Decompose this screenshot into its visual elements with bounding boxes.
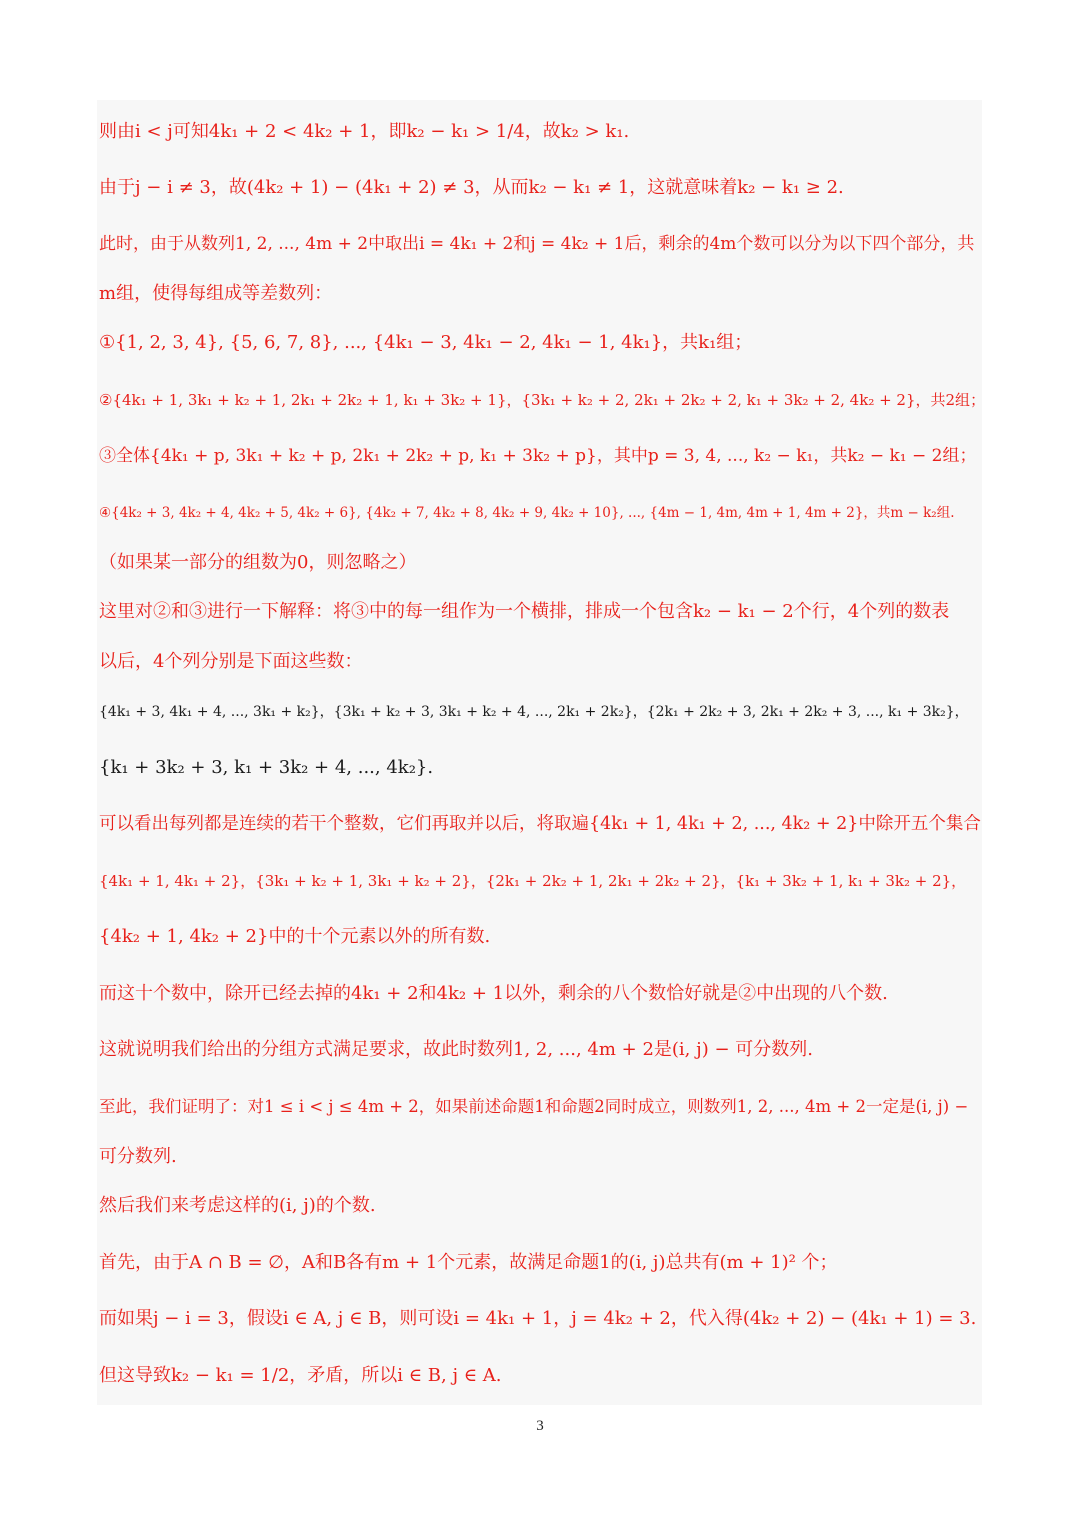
text-line-22: 首先，由于A ∩ B = ∅，A和B各有m + 1个元素，故满足命题1的(i, j)总共有(m + 1)² 个； [99,1252,838,1273]
text-line-12: {4k₁ + 3, 4k₁ + 4, ..., 3k₁ + k₂}，{3k₁ + k₂ + 3, 3k₁ + k₂ + 4, ..., 2k₁ + 2k₂}，{2k₁ + 2k₂ + 3, 2k₁ + 2k₂ + 3, ..., k₁ + 3k₂}， [99,704,969,720]
page-number: 3 [536,1418,544,1434]
text-line-20: 可分数列. [99,1146,177,1167]
text-line-6: ②{4k₁ + 1, 3k₁ + k₂ + 1, 2k₁ + 2k₂ + 1, k₁ + 3k₂ + 1}，{3k₁ + k₂ + 2, 2k₁ + 2k₂ + 2, k₁ + 3k₂ + 2, 4k₂ + 2}，共2组； [99,391,985,409]
text-line-17: 而这十个数中，除开已经去掉的4k₁ + 2和4k₂ + 1以外，剩余的八个数恰好就是②中出现的八个数. [99,983,888,1004]
text-line-3: 此时，由于从数列1, 2, ..., 4m + 2中取出i = 4k₁ + 2和j = 4k₂ + 1后，剩余的4m个数可以分为以下四个部分，共 [99,234,975,254]
text-line-14: 可以看出每列都是连续的若干个整数，它们再取并以后，将取遍{4k₁ + 1, 4k₁ + 2, ..., 4k₂ + 2}中除开五个集合 [99,814,981,834]
text-line-9: （如果某一部分的组数为0，则忽略之） [99,552,417,573]
text-line-2: 由于j − i ≠ 3，故(4k₂ + 1) − (4k₁ + 2) ≠ 3，从而k₂ − k₁ ≠ 1，这就意味着k₂ − k₁ ≥ 2. [99,177,844,198]
text-line-13: {k₁ + 3k₂ + 3, k₁ + 3k₂ + 4, ..., 4k₂}. [99,757,434,778]
text-line-15: {4k₁ + 1, 4k₁ + 2}，{3k₁ + k₂ + 1, 3k₁ + k₂ + 2}，{2k₁ + 2k₂ + 1, 2k₁ + 2k₂ + 2}，{k₁ + 3k₂ + 1, k₁ + 3k₂ + 2}， [99,872,967,890]
text-line-11: 以后，4个列分别是下面这些数： [99,651,363,672]
text-line-4: m组，使得每组成等差数列： [99,283,333,304]
text-line-23: 而如果j − i = 3，假设i ∈ A, j ∈ B，则可设i = 4k₁ + 1，j = 4k₂ + 2，代入得(4k₂ + 2) − (4k₁ + 1) = 3. [99,1308,977,1329]
text-line-21: 然后我们来考虑这样的(i, j)的个数. [99,1195,376,1216]
text-line-5: ①{1, 2, 3, 4}, {5, 6, 7, 8}, ..., {4k₁ − 3, 4k₁ − 2, 4k₁ − 1, 4k₁}，共k₁组； [99,332,753,353]
text-line-7: ③全体{4k₁ + p, 3k₁ + k₂ + p, 2k₁ + 2k₂ + p, k₁ + 3k₂ + p}，其中p = 3, 4, ..., k₂ − k₁，共k₂ − k₁ − 2组； [99,446,977,466]
text-line-16: {4k₂ + 1, 4k₂ + 2}中的十个元素以外的所有数. [99,926,491,947]
text-line-1: 则由i < j可知4k₁ + 2 < 4k₂ + 1，即k₂ − k₁ > 1/4，故k₂ > k₁. [99,121,630,142]
text-line-10: 这里对②和③进行一下解释：将③中的每一组作为一个横排，排成一个包含k₂ − k₁ − 2个行，4个列的数表 [99,601,950,622]
text-line-8: ④{4k₂ + 3, 4k₂ + 4, 4k₂ + 5, 4k₂ + 6}, {4k₂ + 7, 4k₂ + 8, 4k₂ + 9, 4k₂ + 10}, ..., {4m − 1, 4m, 4m + 1, 4m + 2}，共m − k₂组. [99,505,955,521]
text-line-24: 但这导致k₂ − k₁ = 1/2，矛盾，所以i ∈ B, j ∈ A. [99,1365,502,1386]
text-line-19: 至此，我们证明了：对1 ≤ i < j ≤ 4m + 2，如果前述命题1和命题2同时成立，则数列1, 2, ..., 4m + 2一定是(i, j) − [99,1097,969,1116]
text-line-18: 这就说明我们给出的分组方式满足要求，故此时数列1, 2, ..., 4m + 2是(i, j) − 可分数列. [99,1039,813,1060]
